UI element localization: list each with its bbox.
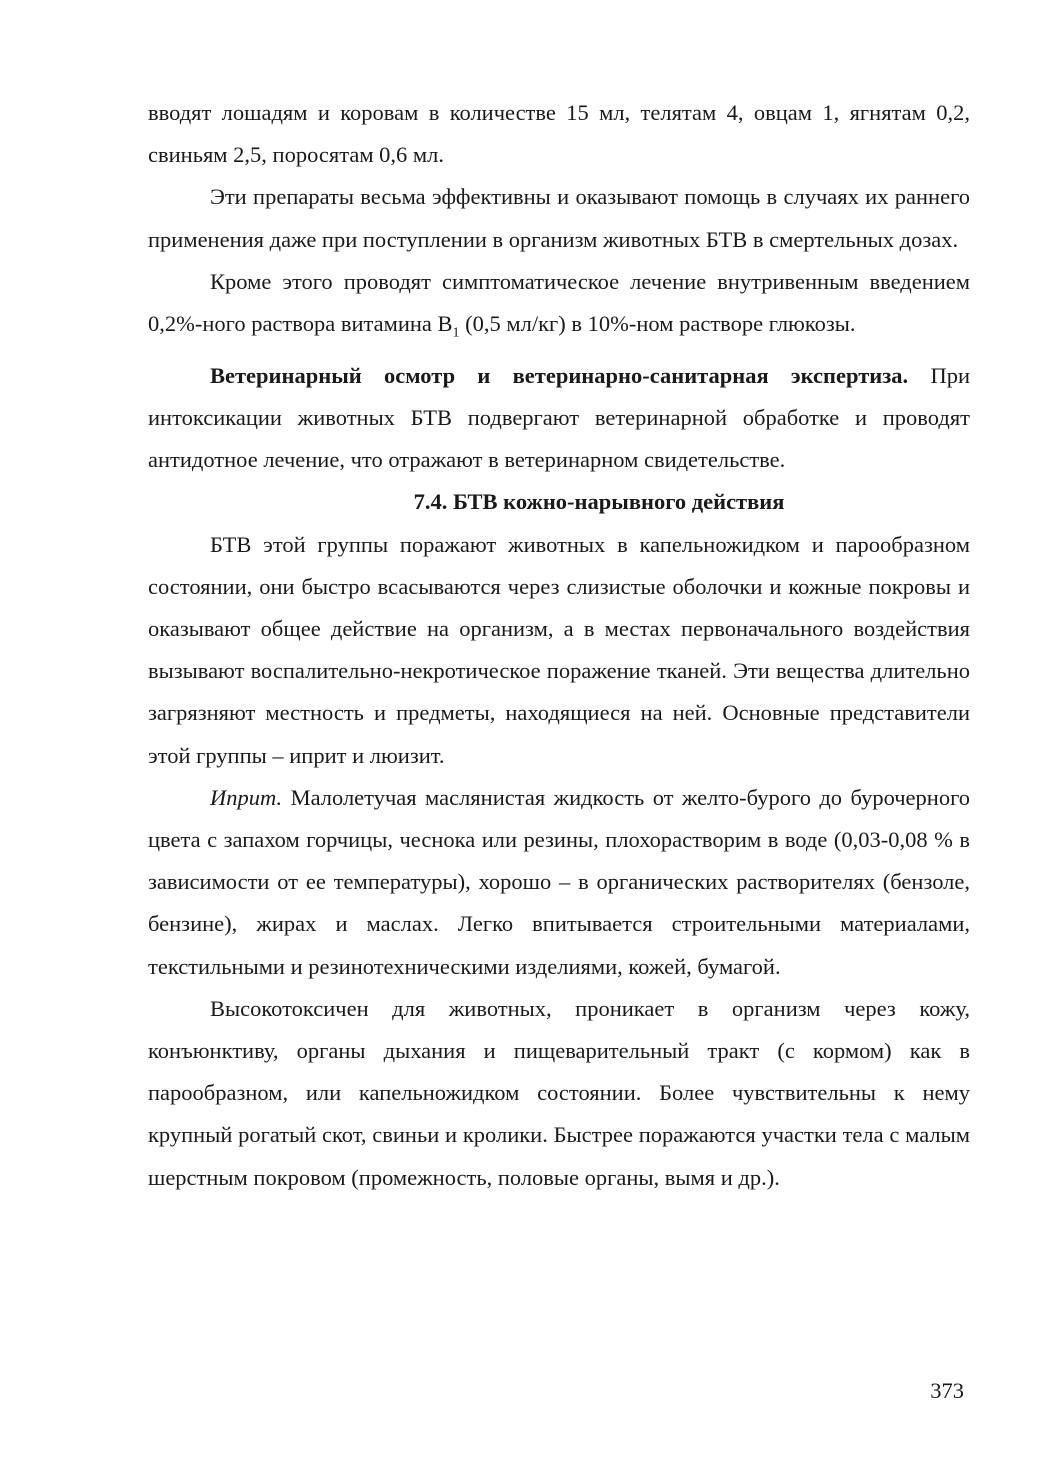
vet-inspection-heading: Ветеринарный осмотр и ветеринарно-санитарная экспертиза.: [210, 362, 909, 388]
vet-inspection-text: При интоксикации животных БТВ подвергают ветеринарной обработке и проводят антидотное лечение, что отражают в ветеринарном свидетельстве.: [148, 362, 970, 473]
paragraph-yperite: [148, 777, 970, 988]
paragraph-group-description: БТВ этой группы поражают животных в капельножидком и парообразном состоянии, они быстро всасываются через слизистые оболочки и кожные покровы и оказывают общее действие на организм, а в местах первоначального воздействия вызывают воспалительно-некротическое поражение тканей. Эти вещества длительно загрязняют местность и предметы, находящиеся на ней. Основные представители этой группы – иприт и люизит.: [148, 531, 970, 768]
treatment-text: Кроме этого проводят симптоматическое лечение внутривенным введением 0,2%-ного раствора витамина В: [148, 268, 970, 337]
page-body: [148, 92, 970, 1199]
paragraph-symptomatic-treatment: [148, 261, 970, 355]
vitamin-subscript: 1: [452, 325, 460, 341]
yperite-term: Иприт.: [210, 784, 283, 810]
yperite-text: Малолетучая маслянистая жидкость от желто-бурого до бурочерного цвета с запахом горчицы, чеснока или резины, плохорастворим в воде (0,03-0,08 % в зависимости от ее температуры), хорошо – в органических растворителях (бензоле, бензине), жирах и маслах. Легко впитывается строительными материалами, текстильными и резинотехническими изделиями, кожей, бумагой.: [148, 784, 970, 979]
page-number: 373: [930, 1378, 964, 1403]
paragraph-toxicity: Высокотоксичен для животных, проникает в организм через кожу, конъюнктиву, органы дыхания и пищеварительный тракт (с кормом) как в парообразном, или капельножидком состоянии. Более чувствительны к нему крупный рогатый скот, свиньи и кролики. Быстрее поражаются участки тела с малым шерстным покровом (промежность, половые органы, вымя и др.).: [148, 995, 970, 1190]
paragraph-vet-inspection: [148, 355, 970, 482]
paragraph-dosage: вводят лошадям и коровам в количестве 15 мл, телятам 4, овцам 1, ягнятам 0,2, свиньям 2,5, поросятам 0,6 мл.: [148, 100, 970, 168]
paragraph-effectiveness: Эти препараты весьма эффективны и оказывают помощь в случаях их раннего применения даже при поступлении в организм животных БТВ в смертельных дозах.: [148, 184, 970, 252]
treatment-text-end: (0,5 мл/кг) в 10%-ном растворе глюкозы.: [459, 311, 856, 337]
section-title: 7.4. БТВ кожно-нарывного действия: [413, 489, 785, 515]
